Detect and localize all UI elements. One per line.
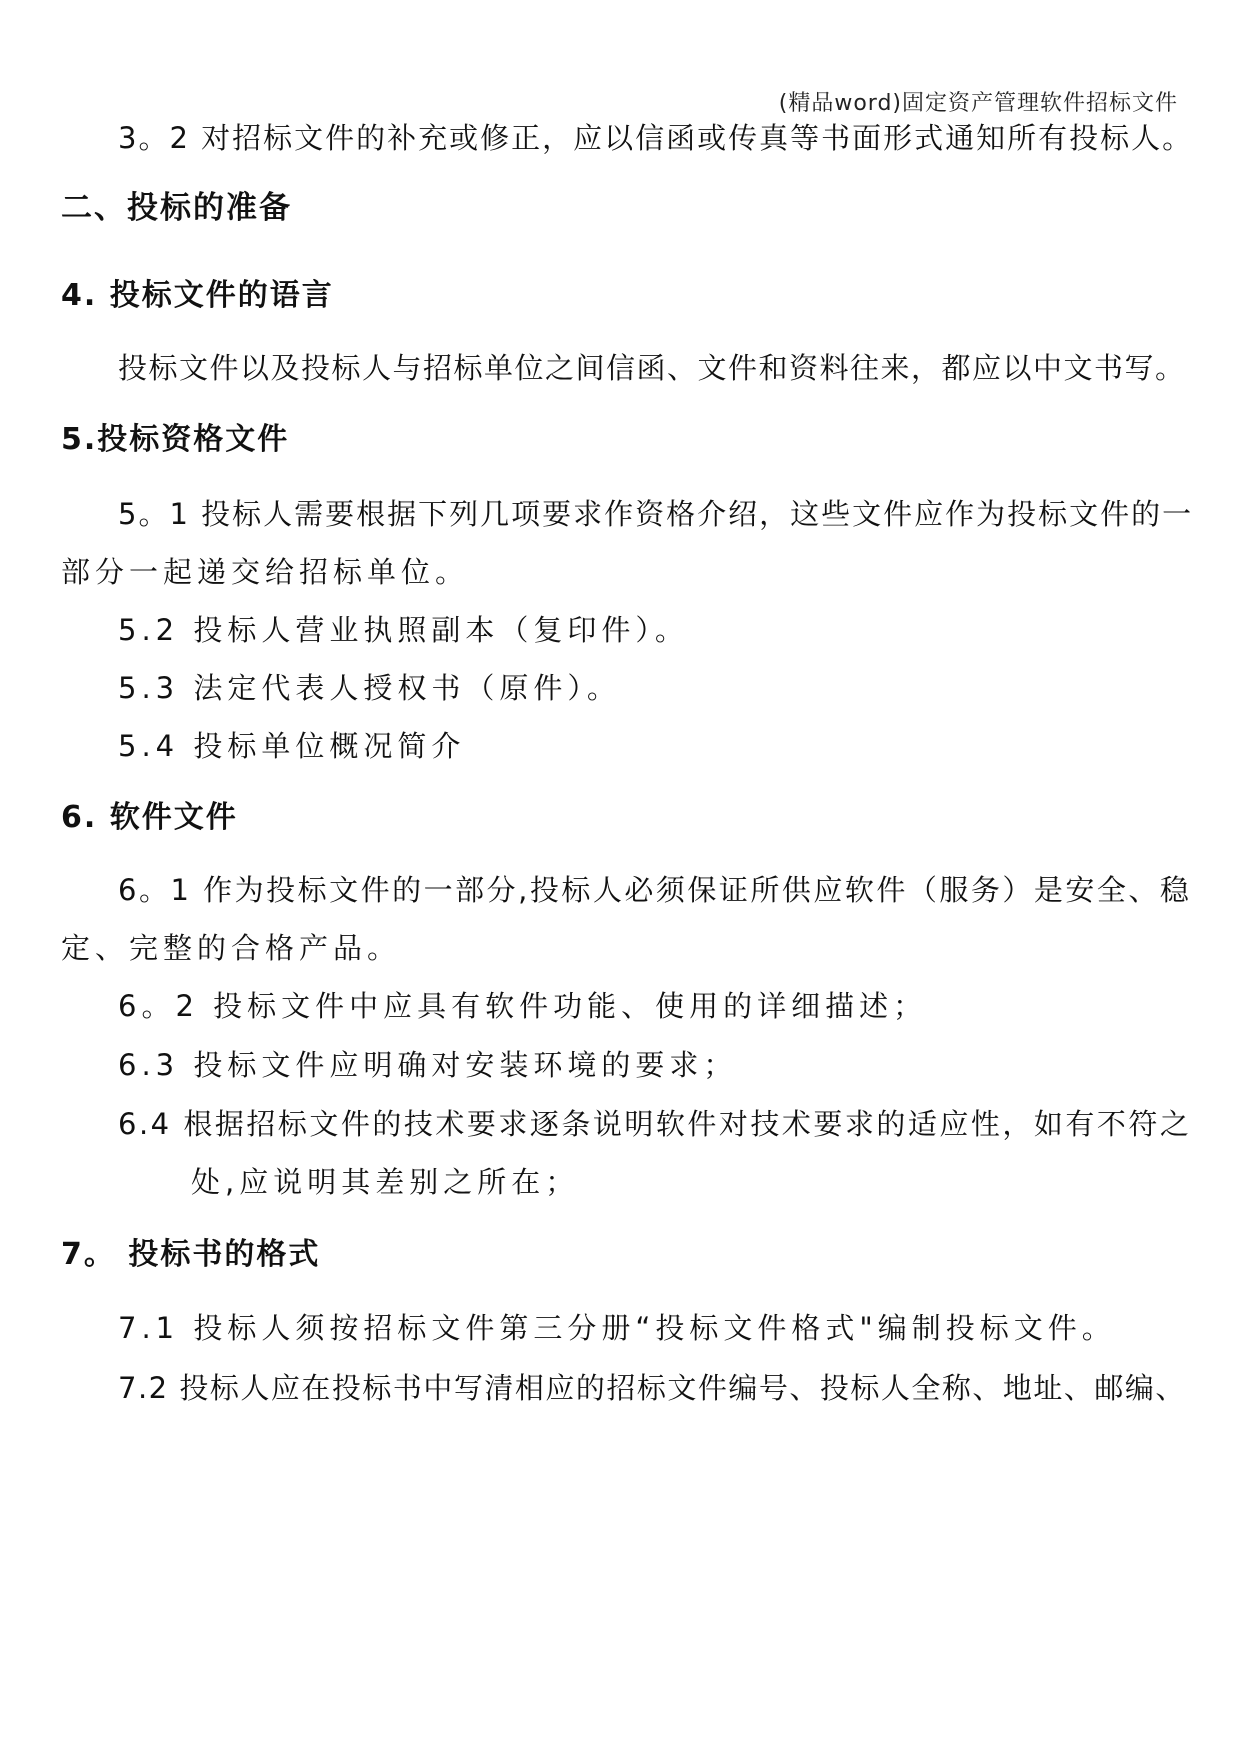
paragraph-6-1-cont: 定、完整的合格产品。 — [61, 931, 402, 965]
paragraph-4: 投标文件以及投标人与招标单位之间信函、文件和资料往来，都应以中文书写。 — [118, 351, 1186, 385]
paragraph-6-1: 6。1 作为投标文件的一部分,投标人必须保证所供应软件（服务）是安全、稳 — [118, 873, 1192, 907]
paragraph-7-2: 7.2 投标人应在投标书中写清相应的招标文件编号、投标人全称、地址、邮编、 — [118, 1371, 1186, 1405]
heading-4: 4. 投标文件的语言 — [61, 278, 334, 313]
heading-5: 5.投标资格文件 — [61, 422, 290, 457]
paragraph-5-4: 5.4 投标单位概况简介 — [118, 729, 466, 763]
paragraph-3-2: 3。2 对招标文件的补充或修正，应以信函或传真等书面形式通知所有投标人。 — [118, 121, 1194, 155]
paragraph-5-3: 5.3 法定代表人授权书（原件）。 — [118, 671, 621, 705]
heading-6: 6. 软件文件 — [61, 800, 238, 835]
paragraph-6-4-cont: 处,应说明其差别之所在； — [191, 1165, 580, 1199]
paragraph-7-1: 7.1 投标人须按招标文件第三分册“投标文件格式"编制投标文件。 — [118, 1311, 1116, 1345]
paragraph-6-4: 6.4 根据招标文件的技术要求逐条说明软件对技术要求的适应性，如有不符之 — [118, 1107, 1192, 1141]
page-header: (精品word)固定资产管理软件招标文件 — [778, 91, 1178, 116]
paragraph-6-3: 6.3 投标文件应明确对安装环境的要求； — [118, 1048, 738, 1082]
paragraph-5-1-cont: 部分一起递交给招标单位。 — [61, 555, 470, 589]
paragraph-5-2: 5.2 投标人营业执照副本（复印件）。 — [118, 613, 689, 647]
paragraph-5-1: 5。1 投标人需要根据下列几项要求作资格介绍，这些文件应作为投标文件的一 — [118, 497, 1194, 531]
paragraph-6-2: 6。2 投标文件中应具有软件功能、使用的详细描述； — [118, 989, 928, 1023]
section-heading-2: 二、投标的准备 — [61, 190, 292, 226]
heading-7: 7。 投标书的格式 — [61, 1237, 321, 1272]
